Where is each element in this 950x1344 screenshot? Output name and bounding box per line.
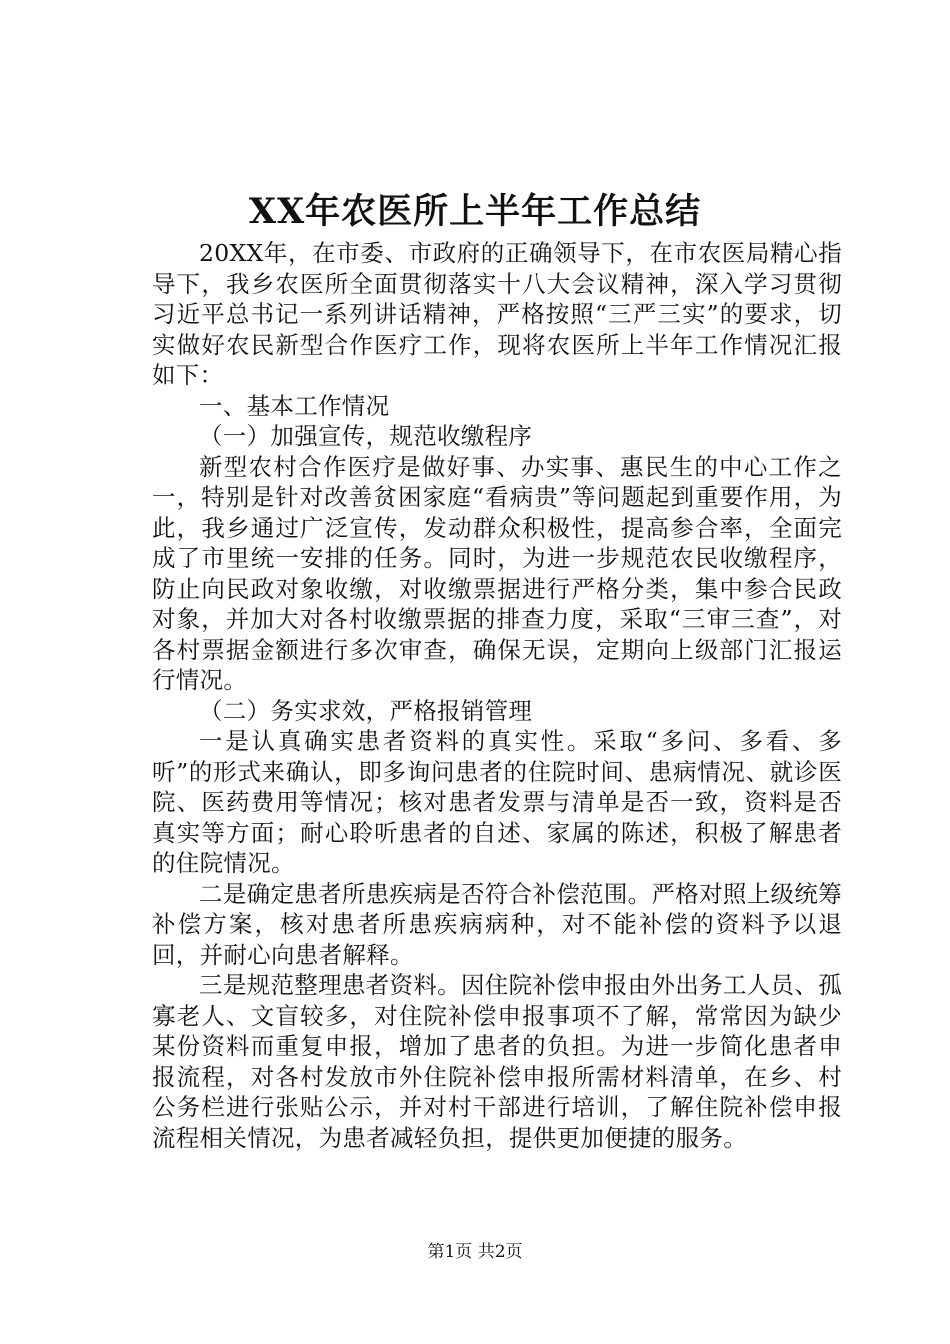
- section-heading: 一、基本工作情况: [199, 391, 390, 420]
- paragraph-intro: 20XX年，在市委、市政府的正确领导下，在市农医局精心指导下，我乡农医所全面贯彻落实十八大会议精神，深入学习贯彻习近平总书记一系列讲话精神，严格按照“三严三实”的要求，切实做好农民新型合作医疗工作，现将农医所上半年工作情况汇报如下：: [152, 239, 842, 389]
- subsection-heading: （一）加强宣传，规范收缴程序: [199, 422, 533, 450]
- page-title: XX年农医所上半年工作总结: [248, 191, 702, 232]
- document-body: [152, 238, 842, 1153]
- subsection-heading: （二）务实求效，严格报销管理: [199, 696, 533, 725]
- page-footer: 第1页 共2页: [427, 1242, 523, 1262]
- paragraph: 新型农村合作医疗是做好事、办实事、惠民生的中心工作之一，特别是针对改善贫困家庭“看病贵”等问题起到重要作用，为此，我乡通过广泛宣传，发动群众积极性，提高参合率，全面完成了市里统一安排的任务。同时，为进一步规范农民收缴程序，防止向民政对象收缴，对收缴票据进行严格分类，集中参合民政对象，并加大对各村收缴票据的排查力度，采取“三审三查”，对各村票据金额进行多次审查，确保无误，定期向上级部门汇报运行情况。: [152, 452, 842, 694]
- paragraph: 二是确定患者所患疾病是否符合补偿范围。严格对照上级统筹补偿方案，核对患者所患疾病病种，对不能补偿的资料予以退回，并耐心向患者解释。: [152, 879, 842, 969]
- paragraph: 一是认真确实患者资料的真实性。采取“多问、多看、多听”的形式来确认，即多询问患者的住院时间、患病情况、就诊医院、医药费用等情况；核对患者发票与清单是否一致，资料是否真实等方面；耐心聆听患者的自述、家属的陈述，积极了解患者的住院情况。: [152, 727, 842, 877]
- paragraph: 三是规范整理患者资料。因住院补偿申报由外出务工人员、孤寡老人、文盲较多，对住院补偿申报事项不了解，常常因为缺少某份资料而重复申报，增加了患者的负担。为进一步简化患者申报流程，对各村发放市外住院补偿申报所需材料清单，在乡、村公务栏进行张贴公示，并对村干部进行培训，了解住院补偿申报流程相关情况，为患者减轻负担，提供更加便捷的服务。: [152, 971, 842, 1152]
